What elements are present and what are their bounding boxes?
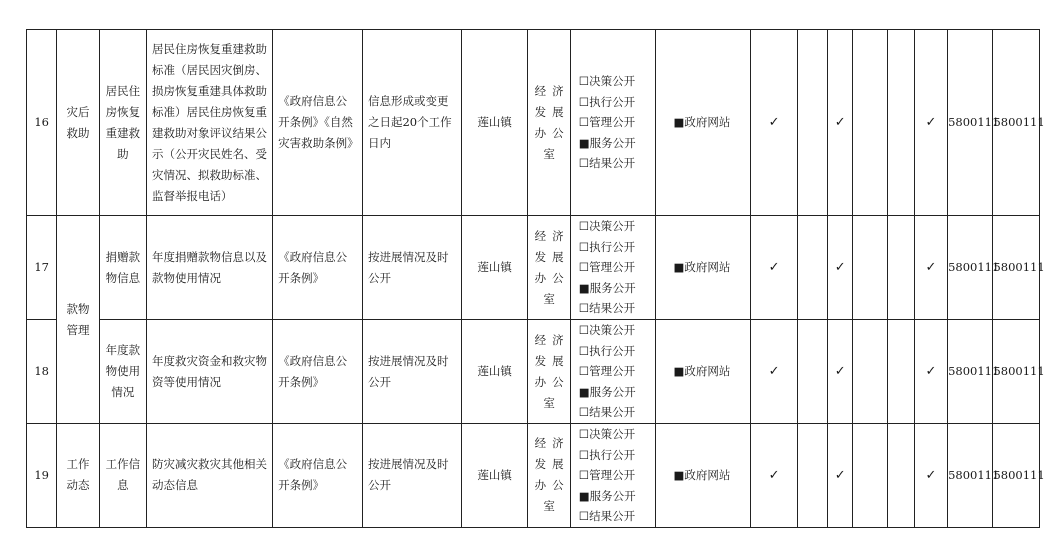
- disclosure-subject: 莲山镇: [461, 424, 528, 528]
- disclosure-subject: 莲山镇: [461, 216, 528, 320]
- code-value: 5800111: [993, 424, 1040, 528]
- check-mark: ✓: [914, 216, 947, 320]
- table-row: [27, 424, 1040, 528]
- option-execution: ☐执行公开: [578, 94, 636, 109]
- category-level1: 灾后救助: [57, 30, 99, 216]
- disclosure-content: 年度捐赠款物信息以及款物使用情况: [147, 216, 273, 320]
- disclosure-basis: 《政府信息公开条例》: [273, 320, 363, 424]
- check-mark: ✓: [914, 30, 947, 216]
- responsible-dept: 经济发展办公室: [528, 320, 570, 424]
- option-management: ☐管理公开: [578, 364, 636, 379]
- option-execution: ☐执行公开: [578, 239, 636, 254]
- code-value: 5800111: [948, 216, 993, 320]
- option-decision: ☐决策公开: [578, 74, 636, 89]
- option-service: ■服务公开: [578, 280, 636, 295]
- category-level2: 居民住房恢复重建救助: [99, 30, 146, 216]
- category-level2: 捐赠款物信息: [99, 216, 146, 320]
- row-number: 17: [27, 216, 57, 320]
- empty-cell: [797, 320, 827, 424]
- disclosure-type-options: [570, 424, 655, 528]
- disclosure-type-options: [570, 320, 655, 424]
- empty-cell: [853, 216, 887, 320]
- code-value: 5800111: [948, 424, 993, 528]
- category-level1: 款物管理: [57, 216, 99, 424]
- option-management: ☐管理公开: [578, 115, 636, 130]
- empty-cell: [797, 216, 827, 320]
- responsible-dept: 经济发展办公室: [528, 216, 570, 320]
- check-mark: ✓: [914, 424, 947, 528]
- check-mark: ✓: [751, 424, 797, 528]
- disclosure-time-limit: 按进展情况及时公开: [362, 320, 461, 424]
- empty-cell: [853, 320, 887, 424]
- disclosure-subject: 莲山镇: [461, 320, 528, 424]
- option-decision: ☐决策公开: [578, 323, 636, 338]
- option-decision: ☐决策公开: [578, 219, 636, 234]
- disclosure-table: [26, 29, 1045, 528]
- option-execution: ☐执行公开: [578, 343, 636, 358]
- category-level2: 年度款物使用情况: [99, 320, 146, 424]
- code-value: 5800111: [993, 216, 1040, 320]
- empty-cell: [887, 424, 914, 528]
- check-mark: ✓: [914, 320, 947, 424]
- option-management: ☐管理公开: [578, 468, 636, 482]
- option-result: ☐结果公开: [578, 156, 636, 171]
- disclosure-channel: ■政府网站: [655, 30, 751, 216]
- check-mark: ✓: [828, 30, 853, 216]
- table-row: [27, 320, 1040, 424]
- empty-cell: [887, 30, 914, 216]
- empty-cell: [853, 424, 887, 528]
- disclosure-basis: 《政府信息公开条例》: [273, 216, 363, 320]
- code-value: 5800111: [993, 320, 1040, 424]
- responsible-dept: 经济发展办公室: [528, 30, 570, 216]
- check-mark: ✓: [828, 320, 853, 424]
- check-mark: ✓: [828, 216, 853, 320]
- disclosure-content: 年度救灾资金和救灾物资等使用情况: [147, 320, 273, 424]
- code-value: 5800111: [993, 30, 1040, 216]
- disclosure-type-options: [570, 216, 655, 320]
- disclosure-time-limit: 按进展情况及时公开: [362, 424, 461, 528]
- option-execution: ☐执行公开: [578, 447, 636, 462]
- empty-cell: [797, 424, 827, 528]
- disclosure-time-limit: 信息形成或变更之日起20个工作日内: [362, 30, 461, 216]
- option-service: ■服务公开: [578, 488, 636, 503]
- row-number: 18: [27, 320, 57, 424]
- table-row: [27, 30, 1040, 216]
- check-mark: ✓: [828, 424, 853, 528]
- code-value: 5800111: [948, 320, 993, 424]
- empty-cell: [797, 30, 827, 216]
- option-result: ☐结果公开: [578, 301, 636, 316]
- option-service: ■服务公开: [578, 135, 636, 150]
- category-level2: 工作信息: [99, 424, 146, 528]
- option-decision: ☐决策公开: [578, 427, 636, 441]
- row-number: 16: [27, 30, 57, 216]
- disclosure-channel: ■政府网站: [655, 320, 751, 424]
- disclosure-time-limit: 按进展情况及时公开: [362, 216, 461, 320]
- check-mark: ✓: [751, 320, 797, 424]
- disclosure-content: 防灾减灾救灾其他相关动态信息: [147, 424, 273, 528]
- empty-cell: [853, 30, 887, 216]
- disclosure-basis: 《政府信息公开条例》: [273, 424, 363, 528]
- code-value: 5800111: [948, 30, 993, 216]
- option-management: ☐管理公开: [578, 260, 636, 275]
- empty-cell: [887, 216, 914, 320]
- option-service: ■服务公开: [578, 384, 636, 399]
- disclosure-channel: ■政府网站: [655, 424, 751, 528]
- disclosure-subject: 莲山镇: [461, 30, 528, 216]
- table-row: [27, 216, 1040, 320]
- check-mark: ✓: [751, 216, 797, 320]
- disclosure-content: 居民住房恢复重建救助标准（居民因灾倒房、损房恢复重建具体救助标准）居民住房恢复重建救助对象评议结果公示（公开灾民姓名、受灾情况、拟救助标准、监督举报电话）: [147, 30, 273, 216]
- disclosure-channel: ■政府网站: [655, 216, 751, 320]
- responsible-dept: 经济发展办公室: [528, 424, 570, 528]
- category-level1: 工作动态: [57, 424, 99, 528]
- option-result: ☐结果公开: [578, 405, 636, 420]
- option-result: ☐结果公开: [578, 509, 636, 523]
- disclosure-basis: 《政府信息公开条例》《自然灾害救助条例》: [273, 30, 363, 216]
- row-number: 19: [27, 424, 57, 528]
- empty-cell: [887, 320, 914, 424]
- check-mark: ✓: [751, 30, 797, 216]
- disclosure-type-options: [570, 30, 655, 216]
